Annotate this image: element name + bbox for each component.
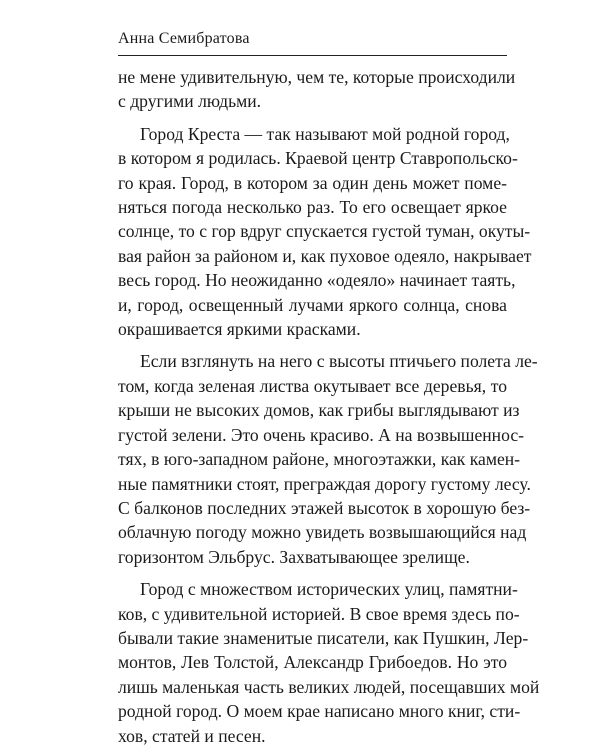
header-rule bbox=[118, 55, 507, 56]
text-line: вая район за районом и, как пуховое одеяло, накрывает bbox=[118, 245, 532, 266]
text-line: ков, с удивительной историей. В свое время здесь по- bbox=[118, 603, 520, 624]
running-head-author: Анна Семибратова bbox=[118, 30, 250, 47]
paragraph-2 bbox=[118, 122, 532, 342]
text-line: том, когда зеленая листва окутывает все деревья, то bbox=[118, 375, 507, 396]
text-line: весь город. Но неожиданно «одеяло» начинает таять, bbox=[118, 270, 516, 291]
text-line: в котором я родилась. Краевой центр Ставропольско- bbox=[118, 148, 518, 169]
text-line: няться погода несколько раз. То его освещает яркое bbox=[118, 197, 507, 218]
text-line: Город Креста — так называют мой родной город, bbox=[140, 123, 510, 144]
text-line: облачную погоду можно увидеть возвышающийся над bbox=[118, 522, 527, 543]
text-line: ные памятники стоят, преграждая дорогу густому лесу. bbox=[118, 473, 531, 494]
text-line: бывали такие знаменитые писатели, как Пушкин, Лер- bbox=[118, 627, 529, 648]
text-line: монтов, Лев Толстой, Александр Грибоедов. Но это bbox=[118, 652, 507, 673]
text-line: солнце, то с гор вдруг спускается густой туман, окуты- bbox=[118, 221, 531, 242]
paragraph-4 bbox=[118, 577, 540, 748]
paragraph-3 bbox=[118, 349, 538, 569]
text-line: Город с множеством исторических улиц, памятни- bbox=[140, 579, 518, 600]
text-line: Если взглянуть на него с высоты птичьего полета ле- bbox=[140, 351, 538, 372]
text-line: лишь маленькая часть великих людей, посещавших мой bbox=[118, 676, 540, 697]
text-line: окрашивается яркими красками. bbox=[118, 319, 361, 340]
text-line: тях, в юго-западном районе, многоэтажки, как камен- bbox=[118, 449, 521, 470]
text-line: хов, статей и песен. bbox=[118, 725, 266, 746]
text-line: с другими людьми. bbox=[118, 91, 262, 112]
text-line: родной город. О моем крае написано много книг, сти- bbox=[118, 701, 521, 722]
text-line: густой зелени. Это очень красиво. А на возвышеннос- bbox=[118, 424, 525, 445]
text-line: горизонтом Эльбрус. Захватывающее зрелище. bbox=[118, 546, 470, 567]
text-line: и, город, освещенный лучами яркого солнца, снова bbox=[118, 294, 507, 315]
text-line: го края. Город, в котором за один день может поме- bbox=[118, 172, 507, 193]
text-line: не мене удивительную, чем те, которые происходили bbox=[118, 67, 516, 87]
body-text bbox=[118, 65, 540, 748]
text-line: крыши не высоких домов, как грибы выглядывают из bbox=[118, 400, 520, 421]
paragraph-1 bbox=[118, 65, 516, 114]
text-line: С балконов последних этажей высоток в хорошую без- bbox=[118, 497, 531, 518]
